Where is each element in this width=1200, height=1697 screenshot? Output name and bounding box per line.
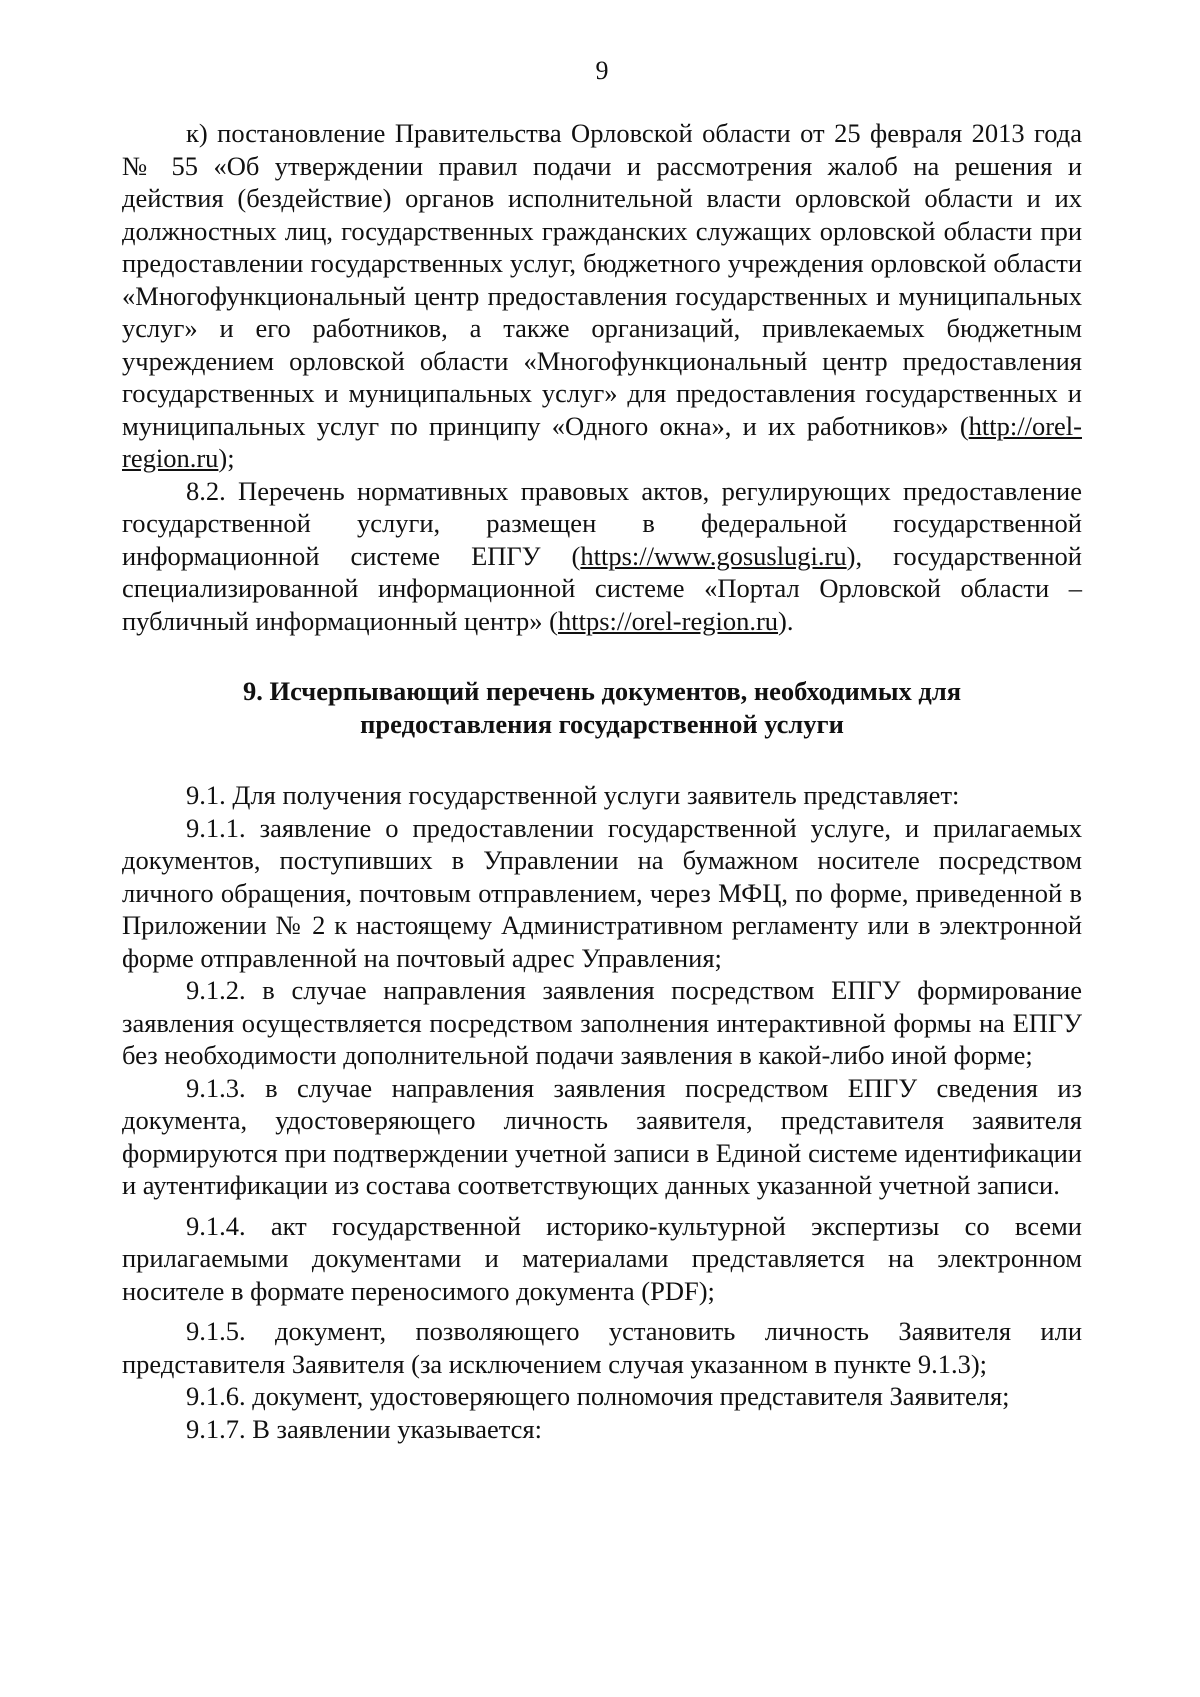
paragraph-8-2-tail: ). (778, 605, 794, 636)
paragraph-9-1: 9.1. Для получения государственной услуги заявитель представляет: (186, 780, 960, 810)
section-heading-line-1: 9. Исчерпывающий перечень документов, необходимых для (242, 676, 962, 706)
paragraph-8-2-text: 8.2. Перечень нормативных правовых актов, регулирующих предоставление государственной услуги, размещен в федеральной государственной информационной системе ЕПГУ ( (122, 475, 1082, 571)
paragraph-9-1-2: 9.1.2. в случае направления заявления посредством ЕПГУ формирование заявления осуществляется посредством заполнения интерактивной формы на ЕПГУ без необходимости дополнительной подачи заявления в какой-либо иной форме; (122, 975, 1082, 1070)
paragraph-k (122, 117, 1082, 475)
paragraph-9-1-1: 9.1.1. заявление о предоставлении государственной услуге, и прилагаемых документов, поступивших в Управлении на бумажном носителе посредством личного обращения, почтовым отправлением, через МФЦ, по форме, приведенной в Приложении № 2 к настоящему Административном регламенту или в электронной форме отправленной на почтовый адрес Управления; (122, 812, 1082, 973)
paragraph-k-tail: ); (218, 443, 235, 473)
paragraph-9-1-6: 9.1.6. документ, удостоверяющего полномочия представителя Заявителя; (186, 1381, 1010, 1411)
document-page (122, 55, 1082, 1445)
paragraph-9-1-4: 9.1.4. акт государственной историко-культурной экспертизы со всеми прилагаемыми документами и материалами представляется на электронном носителе в формате переносимого документа (PDF); (122, 1210, 1082, 1306)
section-heading (122, 675, 1082, 741)
paragraph-8-2-mid: ), государственной специализированной информационной системе «Портал Орловской области – публичный информационный центр» ( (122, 540, 1082, 636)
orel-region-link[interactable]: http://orel-region.ru (122, 410, 1082, 473)
section-heading-line-2: предоставления государственной услуги (360, 709, 844, 739)
paragraph-9-1-7: 9.1.7. В заявлении указывается: (186, 1413, 542, 1444)
paragraph-9-1-3: 9.1.3. в случае направления заявления посредством ЕПГУ сведения из документа, удостоверяющего личность заявителя, представителя заявителя формируются при подтверждении учетной записи в Единой системе идентификации и аутентификации из состава соответствующих данных указанной учетной записи. (122, 1072, 1082, 1200)
orel-region-https-link[interactable]: https://orel-region.ru (557, 605, 779, 636)
paragraph-8-2 (122, 475, 1082, 638)
page-number: 9 (595, 56, 609, 85)
paragraph-k-text: к) постановление Правительства Орловской области от 25 февраля 2013 года № 55 «Об утверждении правил подачи и рассмотрения жалоб на решения и действия (бездействие) органов исполнительной власти орловской области и их должностных лиц, государственных гражданских служащих орловской области при предоставлении государственных услуг, бюджетного учреждения орловской области «Многофункциональный центр предоставления государственных и муниципальных услуг» и его работников, а также организаций, привлекаемых бюджетным учреждением орловской области «Многофункциональный центр предоставления государственных и муниципальных услуг» для предоставления государственных и муниципальных услуг по принципу «Одного окна», и их работников» ( (122, 118, 1082, 441)
gosuslugi-link[interactable]: https://www.gosuslugi.ru (580, 540, 847, 571)
paragraph-9-1-5: 9.1.5. документ, позволяющего установить личность Заявителя или представителя Заявителя (за исключением случая указанном в пункте 9.1.3); (122, 1316, 1082, 1379)
